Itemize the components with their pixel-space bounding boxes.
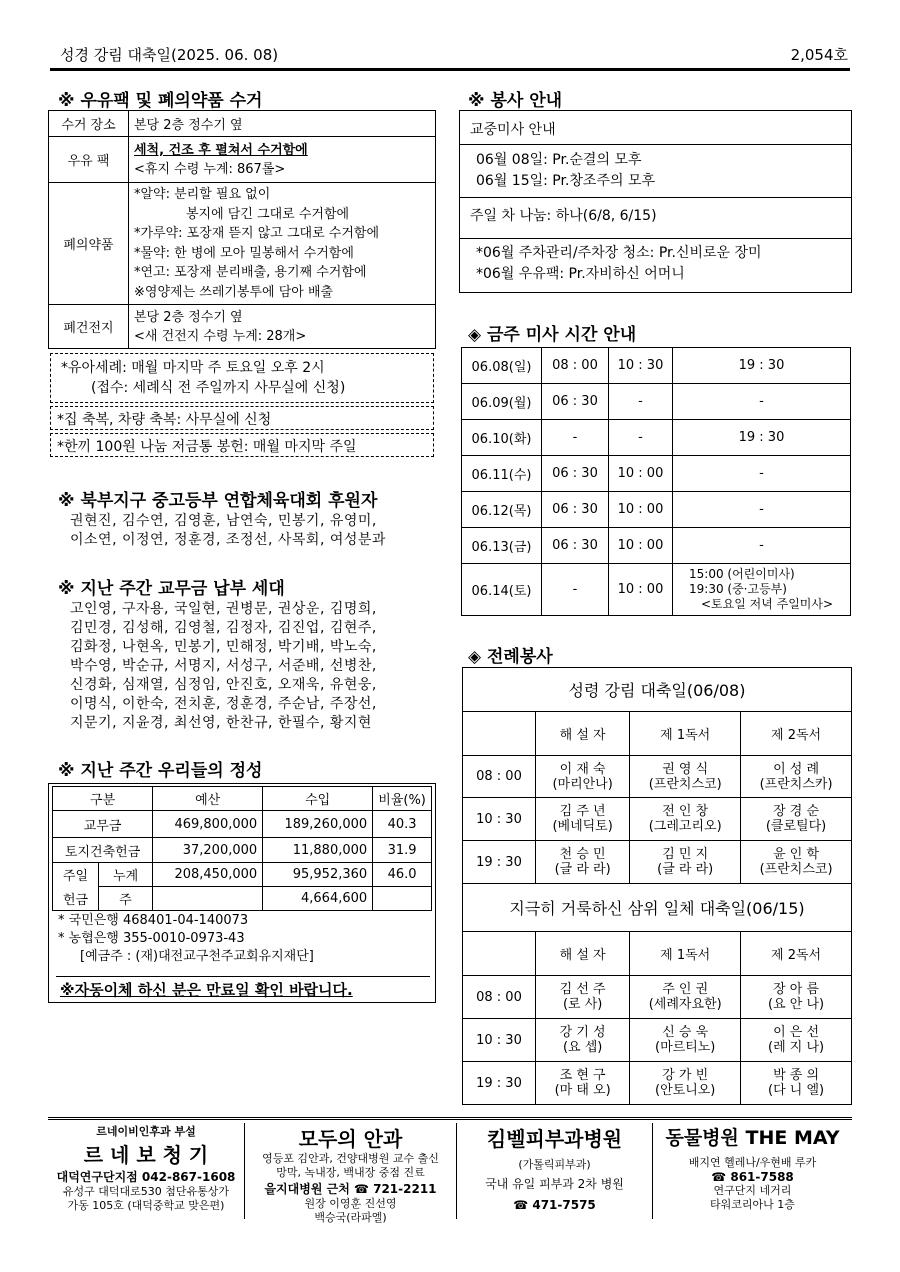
saturday-mass-note: <토요일 저녁 주일미사>	[700, 597, 834, 611]
ad-line: 배지연 헬레나/우현배 루카	[688, 1156, 817, 1169]
bank-holder: [예금주 : (재)대전교구천주교회유지재단]	[80, 949, 314, 964]
duty-line: *06월 우유팩: Pr.자비하신 어머니	[476, 266, 685, 282]
finance-heading: ※ 지난 주간 우리들의 정성	[58, 761, 263, 781]
liturgy-person: 이 재 숙	[559, 761, 606, 777]
liturgy-person: 강 가 빈	[662, 1068, 709, 1083]
sponsors-line: 이소연, 이정연, 정훈경, 조정선, 사목회, 여성분과	[70, 532, 386, 548]
liturgy-saint: (그레고리오)	[648, 819, 722, 834]
finance-label: 헌금	[53, 887, 99, 911]
ad-line: 유성구 대덕대로530 첨단유통상가	[62, 1185, 230, 1198]
liturgy-person: 조 현 구	[559, 1068, 606, 1083]
liturgy-col: 제 2독서	[741, 932, 852, 976]
liturgy-saint: (마리안나)	[552, 776, 613, 792]
bank-account: * 농협은행 355-0010-0973-43	[58, 931, 245, 946]
mass-line: 06월 08일: Pr.순결의 모후	[476, 152, 642, 168]
liturgy-col: 제 1독서	[630, 712, 741, 756]
liturgy-person: 이 성 례	[773, 761, 820, 777]
finance-income: 95,952,360	[263, 863, 373, 887]
mass-times-table	[461, 347, 851, 616]
liturgy-saint: (글 라 라)	[657, 862, 714, 877]
liturgy-col: 제 1독서	[630, 932, 741, 976]
mass-list	[460, 145, 851, 197]
donors-heading: ※ 지난 주간 교무금 납부 세대	[58, 579, 285, 599]
liturgy-person: 김 주 년	[559, 804, 606, 819]
liturgy-title: 지극히 거룩하신 삼위 일체 대축일(06/15)	[463, 884, 852, 932]
service-box	[459, 110, 852, 293]
notice-blessing: *집 축복, 차량 축복: 사무실에 신청	[50, 406, 434, 430]
finance-budget: 208,450,000	[153, 863, 263, 887]
mass-time: 19 : 30	[673, 420, 851, 456]
liturgy-col: 제 2독서	[741, 712, 852, 756]
liturgy-person: 권 영 식	[662, 761, 709, 777]
ad-dermatology	[456, 1123, 652, 1219]
notice-line: (접수: 세례식 전 주일까지 사무실에 신청)	[91, 380, 346, 396]
finance-header: 예산	[153, 787, 263, 811]
liturgy-person: 강 기 성	[559, 1025, 606, 1040]
liturgy-time: 08 : 00	[463, 756, 536, 798]
liturgy-blank-cell	[463, 712, 536, 756]
bank-account: * 국민은행 468401-04-140073	[58, 913, 249, 928]
liturgy-person: 장 경 순	[773, 804, 820, 819]
finance-header: 수입	[263, 787, 373, 811]
milk-instruction: 세척, 건조 후 펼쳐서 수거함에	[134, 142, 308, 158]
ad-title: 모두의 안과	[298, 1127, 403, 1151]
ad-top: 르네이비인후과 부설	[96, 1125, 196, 1138]
finance-ratio: 31.9	[373, 838, 432, 863]
recycle-heading: ※ 우유팩 및 폐의약품 수거	[58, 91, 263, 111]
recycle-value: 본당 2층 정수기 옆	[129, 111, 436, 137]
liturgy-saint: (프란치스코)	[759, 862, 833, 877]
mass-time: -	[609, 384, 673, 420]
liturgy-person: 박 종 의	[773, 1068, 820, 1083]
recycle-label: 폐건전지	[49, 305, 129, 349]
footer-divider	[48, 1117, 852, 1120]
liturgy-person: 이 은 선	[773, 1025, 820, 1040]
mass-time: -	[673, 384, 851, 420]
donors-line: 신경화, 심재열, 심정임, 안진호, 오재욱, 유현웅,	[70, 677, 377, 693]
liturgy-person: 신 승 욱	[662, 1025, 709, 1040]
sponsors-list	[70, 512, 386, 550]
liturgy-time: 08 : 00	[463, 976, 536, 1019]
notice-line: *유아세례: 매월 마지막 주 토요일 오후 2시	[61, 360, 325, 376]
finance-income: 11,880,000	[263, 838, 373, 863]
liturgy-time: 10 : 30	[463, 798, 536, 841]
mass-line: 06월 15일: Pr.창조주의 모후	[476, 173, 656, 189]
sponsors-line: 권현진, 김수연, 김영훈, 남연숙, 민봉기, 유영미,	[70, 513, 377, 529]
ad-line: 백승국(라파엘)	[314, 1211, 387, 1224]
liturgy-col: 해 설 자	[536, 932, 630, 976]
liturgy-saint: (다 니 엘)	[768, 1083, 825, 1098]
ad-line: 영등포 김안과, 건양대병원 교수 출신	[262, 1152, 439, 1165]
ad-line: (가톨릭피부과)	[518, 1158, 591, 1171]
saturday-mass: 15:00 (어린이미사)	[689, 567, 795, 581]
finance-income: 4,664,600	[263, 887, 373, 911]
notice-baptism	[50, 353, 434, 403]
mass-time: 10 : 00	[609, 456, 673, 492]
liturgy-person: 윤 인 학	[773, 847, 820, 862]
mass-title: 교중미사 안내	[460, 111, 851, 145]
medicine-line: 봉지에 담긴 그대로 수거함에	[186, 206, 350, 222]
donors-line: 이명식, 이한숙, 전치훈, 정훈경, 주순남, 주장선,	[70, 696, 377, 712]
car-sharing: 주일 차 나눔: 하나(6/8, 6/15)	[460, 197, 851, 239]
duty-list	[460, 239, 851, 289]
mass-time: -	[542, 420, 609, 456]
liturgy-person: 전 인 창	[662, 804, 709, 819]
ad-line: 을지대병원 근처 ☎ 721-2211	[264, 1182, 437, 1196]
mass-time: 06 : 30	[542, 456, 609, 492]
liturgy-saint: (프란치스코)	[648, 776, 722, 792]
finance-header: 비율(%)	[373, 787, 432, 811]
finance-sublabel: 누계	[99, 863, 153, 887]
finance-empty-cell	[153, 887, 263, 911]
liturgy-saint: (레 지 나)	[768, 1040, 825, 1055]
mass-date: 06.11(수)	[462, 456, 542, 492]
bank-info	[58, 912, 314, 966]
finance-table	[52, 786, 432, 911]
ad-title: 동물병원 THE MAY	[665, 1127, 840, 1149]
finance-label: 주일	[53, 863, 99, 887]
ad-line: ☎ 861-7588	[711, 1170, 794, 1184]
donors-line: 고인영, 구자용, 국일현, 권병문, 권상운, 김명희,	[70, 601, 377, 617]
ad-line: 망막, 녹내장, 백내장 중점 진료	[276, 1166, 425, 1179]
mass-time: 10 : 00	[609, 528, 673, 564]
mass-date: 06.08(일)	[462, 348, 542, 384]
liturgy-saint: (세례자요한)	[648, 997, 722, 1012]
finance-header: 구분	[53, 787, 153, 811]
recycle-label: 수거 장소	[49, 111, 129, 137]
liturgy-saint: (로 사)	[562, 997, 603, 1012]
mass-time: 06 : 30	[542, 384, 609, 420]
liturgy-blank-cell	[463, 932, 536, 976]
medicine-line: *알약: 분리할 필요 없이	[134, 187, 271, 202]
ad-eye-clinic	[244, 1123, 456, 1224]
liturgy-saint: (요 셉)	[562, 1040, 603, 1055]
mass-date: 06.10(화)	[462, 420, 542, 456]
mass-date: 06.14(토)	[462, 564, 542, 616]
mass-date: 06.13(금)	[462, 528, 542, 564]
recycle-label: 우유 팩	[49, 137, 129, 183]
finance-sublabel: 주	[99, 887, 153, 911]
duty-line: *06월 주차관리/주차장 청소: Pr.신비로운 장미	[476, 245, 762, 261]
recycle-table	[48, 110, 436, 349]
recycle-label: 폐의약품	[49, 183, 129, 305]
liturgy-time: 19 : 30	[463, 841, 536, 884]
battery-count: <새 건전지 수령 누계: 28개>	[134, 328, 307, 344]
ad-line: ☎ 471-7575	[513, 1198, 596, 1212]
liturgy-person: 천 승 민	[559, 847, 606, 862]
ad-line: 연구단지 네거리	[713, 1184, 792, 1197]
medicine-line: *가루약: 포장재 뜯지 않고 그대로 수거함에	[134, 226, 380, 241]
liturgy-person: 김 민 지	[662, 847, 709, 862]
mass-date: 06.12(목)	[462, 492, 542, 528]
header-divider	[50, 68, 850, 71]
liturgy-person: 김 선 주	[559, 982, 606, 997]
liturgy-time: 19 : 30	[463, 1062, 536, 1105]
mass-time: -	[673, 528, 851, 564]
finance-budget: 469,800,000	[153, 811, 263, 838]
donors-line: 김화정, 나현옥, 민봉기, 민해정, 박기배, 박노숙,	[70, 639, 377, 655]
ad-title: 킴벨피부과병원	[486, 1127, 623, 1151]
medicine-line: *연고: 포장재 분리배출, 용기째 수거함에	[134, 265, 367, 280]
ad-line: 원장 이영훈 진선영	[304, 1197, 397, 1210]
mass-time: 10 : 30	[609, 348, 673, 384]
liturgy-saint: (마 태 오)	[554, 1083, 611, 1098]
mass-time: 06 : 30	[542, 492, 609, 528]
liturgy-title: 성령 강림 대축일(06/08)	[463, 668, 852, 712]
mass-time: -	[673, 492, 851, 528]
saturday-mass: 19:30 (중·고등부)	[689, 582, 787, 596]
mass-time: -	[609, 420, 673, 456]
liturgy-saint: (마르티노)	[655, 1040, 716, 1055]
mass-time: 06 : 30	[542, 528, 609, 564]
liturgy-saint: (요 안 나)	[768, 997, 825, 1012]
finance-income: 189,260,000	[263, 811, 373, 838]
ad-line: 가동 105호 (대덕중학교 맞은편)	[67, 1199, 225, 1212]
service-heading: ※ 봉사 안내	[468, 91, 563, 111]
battery-location: 본당 2층 정수기 옆	[134, 309, 243, 325]
sponsors-heading: ※ 북부지구 중고등부 연합체육대회 후원자	[58, 491, 378, 511]
finance-budget: 37,200,000	[153, 838, 263, 863]
donors-line: 지문기, 지윤경, 최선영, 한찬규, 한필수, 황지현	[70, 715, 372, 731]
ad-animal-hospital	[652, 1123, 852, 1219]
medicine-line: *물약: 한 병에 모아 밀봉해서 수거함에	[134, 245, 354, 261]
liturgy-saint: (글 라 라)	[554, 862, 611, 877]
liturgy-time: 10 : 30	[463, 1019, 536, 1062]
liturgy-saint: (클로틸다)	[765, 819, 827, 834]
donors-line: 박수영, 박순규, 서명지, 서성구, 서준배, 선병찬,	[70, 658, 377, 674]
finance-ratio: 40.3	[373, 811, 432, 838]
mass-time: -	[673, 456, 851, 492]
mass-time: 08 : 00	[542, 348, 609, 384]
finance-divider	[56, 976, 430, 977]
milk-count: <휴지 수령 누계: 867롤>	[134, 161, 286, 177]
donors-list	[70, 600, 377, 733]
mass-time: 10 : 00	[609, 564, 673, 616]
mass-times-heading: ◈ 금주 미사 시간 안내	[468, 325, 637, 345]
donors-line: 김민경, 김성해, 김영철, 김정자, 김진업, 김현주,	[70, 620, 377, 636]
liturgy-saint: (베네딕토)	[552, 819, 613, 834]
liturgy-saint: (안토니오)	[655, 1083, 716, 1098]
ad-line: 대덕연구단지점 042-867-1608	[56, 1170, 236, 1184]
finance-label: 교무금	[53, 811, 153, 838]
issue-number: 2,054호	[790, 46, 848, 64]
mass-time: 10 : 00	[609, 492, 673, 528]
autopay-notice: ※자동이체 하신 분은 만료일 확인 바랍니다.	[60, 981, 353, 999]
liturgy-saint: (프란치스카)	[759, 776, 833, 792]
liturgy-person: 주 인 권	[662, 982, 709, 997]
ads-footer	[48, 1123, 852, 1224]
finance-ratio: 46.0	[373, 863, 432, 887]
medicine-line: ※영양제는 쓰레기봉투에 담아 배출	[134, 284, 334, 300]
bulletin-date: 성경 강림 대축일(2025. 06. 08)	[60, 46, 279, 64]
notice-savings: *한끼 100원 나눔 저금통 봉헌: 매월 마지막 주일	[50, 433, 434, 457]
finance-label: 토지건축헌금	[53, 838, 153, 863]
liturgy-table	[462, 667, 852, 1105]
liturgy-person: 장 아 름	[773, 982, 820, 997]
ad-line: 국내 유일 피부과 2차 병원	[485, 1177, 624, 1191]
ad-line: 타워코리아나 1층	[710, 1198, 795, 1211]
finance-empty-cell	[373, 887, 432, 911]
mass-time: -	[542, 564, 609, 616]
mass-time: 19 : 30	[673, 348, 851, 384]
mass-date: 06.09(월)	[462, 384, 542, 420]
liturgy-col: 해 설 자	[536, 712, 630, 756]
liturgy-heading: ◈ 전례봉사	[468, 647, 553, 667]
ad-hearing-aid	[48, 1123, 244, 1219]
ad-title: 르 네 보 청 기	[83, 1143, 209, 1167]
